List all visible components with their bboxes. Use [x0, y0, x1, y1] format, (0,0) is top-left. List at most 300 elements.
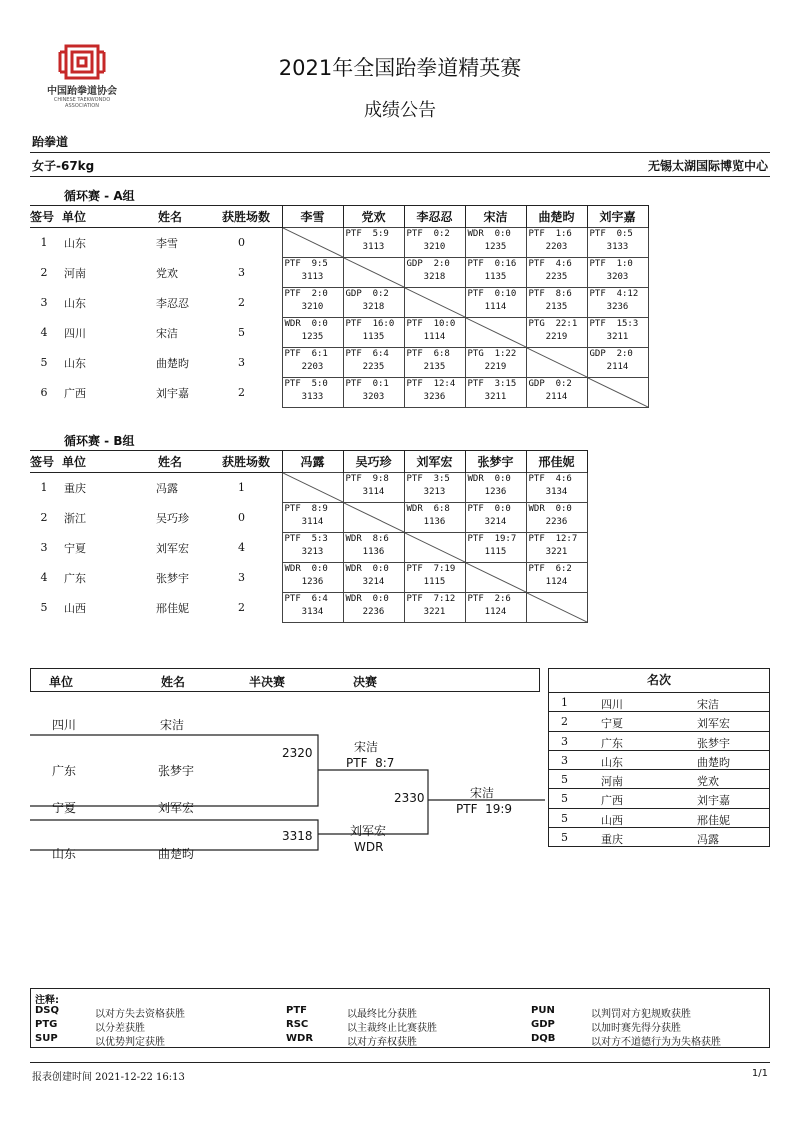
match-result: PTF 6:2 — [528, 564, 572, 574]
note-desc: 以对方失去资格获胜 — [95, 1009, 185, 1020]
bracket-col-semi: 半决赛 — [249, 675, 286, 689]
match-result-cell — [282, 318, 343, 348]
bracket-entrant-name: 刘军宏 — [158, 801, 195, 815]
self-match-cell — [343, 258, 404, 288]
match-result: PTF 4:6 — [528, 259, 572, 269]
rank-unit: 重庆 — [601, 833, 623, 847]
athlete-name: 李忍忍 — [156, 296, 189, 310]
match-result: PTF 0:10 — [467, 289, 517, 299]
col-wins: 获胜场数 — [222, 455, 271, 469]
match-result-cell — [465, 473, 526, 503]
unit-name: 山东 — [64, 236, 86, 250]
match-result-cell — [465, 533, 526, 563]
self-match-cell — [526, 593, 587, 623]
athlete-name: 邢佳妮 — [156, 601, 189, 615]
semi1-bout: 2320 — [282, 746, 313, 760]
header-divider-2 — [30, 176, 770, 177]
bout-number: 1135 — [362, 332, 385, 342]
bout-number: 1235 — [301, 332, 324, 342]
match-result-cell — [343, 348, 404, 378]
note-desc: 以加时赛先得分获胜 — [591, 1023, 681, 1034]
bracket-entrant-unit: 四川 — [52, 718, 77, 732]
athlete-name: 吴巧珍 — [156, 511, 189, 525]
bout-number: 1115 — [484, 547, 507, 557]
match-result-cell — [587, 258, 648, 288]
self-match-cell — [526, 348, 587, 378]
wins-count: 3 — [238, 266, 245, 279]
rank-athlete: 刘军宏 — [697, 717, 730, 731]
bout-number: 3221 — [545, 547, 568, 557]
match-result-cell — [526, 228, 587, 258]
group-a-table — [30, 205, 649, 408]
seed-number: 4 — [40, 326, 48, 339]
match-result: PTF 1:6 — [528, 229, 572, 239]
match-result: PTF 0:0 — [467, 504, 511, 514]
match-result: WDR 8:6 — [345, 534, 389, 544]
ranking-row — [549, 828, 769, 847]
match-result: GDP 0:2 — [345, 289, 389, 299]
match-result: PTF 4:12 — [589, 289, 639, 299]
ranking-row — [549, 770, 769, 789]
rank-number: 3 — [561, 753, 568, 767]
diagonal-slash — [588, 378, 648, 407]
match-result: WDR 0:0 — [467, 474, 511, 484]
bout-number: 3113 — [301, 272, 324, 282]
unit-name: 山东 — [64, 296, 86, 310]
match-result-cell — [465, 258, 526, 288]
bout-number: 3221 — [423, 607, 446, 617]
match-result-cell — [282, 563, 343, 593]
final-result: PTF 19:9 — [456, 802, 513, 816]
final-bout: 2330 — [394, 791, 425, 805]
unit-name: 重庆 — [64, 481, 86, 495]
rank-athlete: 刘宇嘉 — [697, 794, 730, 808]
note-desc: 以优势判定获胜 — [95, 1037, 165, 1048]
bracket-entrant-name: 张梦宇 — [158, 764, 195, 778]
match-result: PTF 0:5 — [589, 229, 633, 239]
bout-number: 2135 — [545, 302, 568, 312]
logo-text: 中国跆拳道协会 — [47, 86, 117, 97]
rank-number: 2 — [561, 715, 568, 729]
page-subtitle: 成绩公告 — [364, 100, 436, 121]
match-result: PTF 6:4 — [345, 349, 389, 359]
bout-number: 3211 — [484, 392, 507, 402]
rank-unit: 宁夏 — [601, 717, 623, 731]
col-wins: 获胜场数 — [222, 210, 271, 224]
ranking-table — [548, 668, 770, 847]
match-result: PTF 19:7 — [467, 534, 517, 544]
match-result-cell — [282, 503, 343, 533]
table-row — [30, 258, 648, 288]
bout-number: 3236 — [423, 392, 446, 402]
opponent-header: 刘宇嘉 — [587, 206, 648, 228]
diagonal-slash — [405, 533, 465, 562]
bout-number: 1115 — [423, 577, 446, 587]
match-result: PTG 1:22 — [467, 349, 517, 359]
self-match-cell — [587, 378, 648, 408]
match-result: GDP 2:0 — [406, 259, 450, 269]
bout-number: 3210 — [423, 242, 446, 252]
self-match-cell — [465, 318, 526, 348]
rank-athlete: 冯露 — [697, 833, 719, 847]
seed-number: 5 — [40, 601, 48, 614]
col-seed: 签号 — [30, 455, 55, 469]
wins-count: 1 — [238, 481, 245, 495]
match-result: PTF 16:0 — [345, 319, 395, 329]
match-result-cell — [343, 378, 404, 408]
match-result: PTF 1:0 — [589, 259, 633, 269]
match-result: GDP 2:0 — [589, 349, 633, 359]
match-result: WDR 0:0 — [528, 504, 572, 514]
match-result-cell — [404, 228, 465, 258]
opponent-header: 刘军宏 — [404, 451, 465, 473]
wins-count: 3 — [238, 356, 245, 369]
rank-unit: 山东 — [601, 755, 623, 769]
match-result-cell — [282, 348, 343, 378]
bout-number: 3218 — [423, 272, 446, 282]
diagonal-slash — [344, 503, 404, 532]
match-result-cell — [587, 348, 648, 378]
athlete-name: 张梦宇 — [156, 571, 189, 585]
col-seed: 签号 — [30, 210, 55, 224]
bout-number: 1136 — [423, 517, 446, 527]
seed-number: 4 — [40, 571, 48, 584]
match-result-cell — [282, 288, 343, 318]
match-result-cell — [343, 473, 404, 503]
ranking-title: 名次 — [549, 669, 769, 693]
match-result-cell — [526, 533, 587, 563]
group-a-title: 循环赛 - A组 — [64, 189, 135, 203]
table-row — [30, 533, 587, 563]
bout-number: 1236 — [484, 487, 507, 497]
notes-title: 注释: — [35, 995, 59, 1006]
diagonal-slash — [405, 288, 465, 317]
wins-count: 4 — [238, 541, 245, 554]
diagonal-slash — [527, 348, 587, 377]
match-result: PTF 10:0 — [406, 319, 456, 329]
match-result-cell — [526, 473, 587, 503]
match-result-cell — [404, 318, 465, 348]
bout-number: 1135 — [484, 272, 507, 282]
ranking-row — [549, 712, 769, 731]
rank-athlete: 邢佳妮 — [697, 813, 730, 827]
athlete-name: 曲楚昀 — [156, 356, 189, 370]
unit-name: 广西 — [64, 386, 86, 400]
bout-number: 1114 — [484, 302, 507, 312]
match-result-cell — [282, 593, 343, 623]
bout-number: 2235 — [545, 272, 568, 282]
opponent-header: 党欢 — [343, 206, 404, 228]
rank-athlete: 党欢 — [697, 775, 719, 789]
table-row — [30, 593, 587, 623]
match-result: PTF 15:3 — [589, 319, 639, 329]
match-result-cell — [343, 318, 404, 348]
seed-number: 6 — [40, 386, 48, 399]
match-result: PTF 8:6 — [528, 289, 572, 299]
self-match-cell — [465, 563, 526, 593]
rank-unit: 河南 — [601, 775, 623, 789]
note-code: RSC — [286, 1019, 309, 1030]
seed-number: 3 — [40, 541, 48, 554]
ranking-row — [549, 789, 769, 808]
bracket-entrant-name: 曲楚昀 — [158, 847, 195, 861]
bout-number: 3133 — [301, 392, 324, 402]
wins-count: 2 — [238, 296, 245, 309]
unit-name: 浙江 — [64, 511, 86, 525]
match-result-cell — [404, 503, 465, 533]
match-result-cell — [343, 563, 404, 593]
match-result-cell — [526, 503, 587, 533]
page-number: 1/1 — [751, 1068, 768, 1079]
match-result: PTF 0:2 — [406, 229, 450, 239]
bout-number: 2114 — [606, 362, 629, 372]
unit-name: 山东 — [64, 356, 86, 370]
header-divider — [30, 152, 770, 153]
athlete-name: 冯露 — [156, 481, 178, 495]
table-row — [30, 503, 587, 533]
note-code: PUN — [531, 1005, 555, 1016]
bracket-entrant-unit: 山东 — [52, 847, 77, 861]
wins-count: 2 — [238, 601, 245, 614]
athlete-name: 刘军宏 — [156, 541, 189, 555]
ranking-row — [549, 809, 769, 828]
match-result-cell — [526, 563, 587, 593]
semi1-result: PTF 8:7 — [346, 756, 395, 770]
self-match-cell — [404, 533, 465, 563]
table-row — [30, 228, 648, 258]
match-result-cell — [587, 318, 648, 348]
bout-number: 3210 — [301, 302, 324, 312]
match-result-cell — [465, 348, 526, 378]
diagonal-slash — [283, 473, 343, 502]
note-code: DQB — [531, 1033, 556, 1044]
match-result-cell — [404, 258, 465, 288]
opponent-header: 李雪 — [282, 206, 343, 228]
bout-number: 2219 — [545, 332, 568, 342]
match-result-cell — [404, 593, 465, 623]
note-code: SUP — [35, 1033, 58, 1044]
note-desc: 以最终比分获胜 — [347, 1009, 417, 1020]
match-result: PTF 6:4 — [284, 594, 328, 604]
rank-unit: 广西 — [601, 794, 623, 808]
match-result: PTF 3:5 — [406, 474, 450, 484]
rank-unit: 山西 — [601, 813, 623, 827]
ranking-row — [549, 751, 769, 770]
match-result: WDR 0:0 — [284, 564, 328, 574]
bout-number: 1124 — [545, 577, 568, 587]
match-result: PTF 8:9 — [284, 504, 328, 514]
match-result: PTG 22:1 — [528, 319, 578, 329]
match-result-cell — [465, 378, 526, 408]
match-result: WDR 0:0 — [284, 319, 328, 329]
match-result: PTF 5:0 — [284, 379, 328, 389]
match-result-cell — [404, 563, 465, 593]
match-result-cell — [404, 378, 465, 408]
match-result-cell — [404, 348, 465, 378]
seed-number: 1 — [40, 236, 48, 250]
col-name: 姓名 — [158, 210, 183, 224]
bout-number: 2203 — [301, 362, 324, 372]
bracket-col-name: 姓名 — [161, 675, 186, 689]
opponent-header: 张梦宇 — [465, 451, 526, 473]
footer-divider — [30, 1062, 770, 1063]
bracket-col-final: 决赛 — [353, 675, 378, 689]
bout-number: 3203 — [362, 392, 385, 402]
bout-number: 3203 — [606, 272, 629, 282]
venue: 无锡太湖国际博览中心 — [647, 159, 768, 173]
bout-number: 3114 — [301, 517, 324, 527]
athlete-name: 宋洁 — [156, 326, 178, 340]
bout-number: 3213 — [423, 487, 446, 497]
group-b-table — [30, 450, 588, 623]
bout-number: 1235 — [484, 242, 507, 252]
match-result-cell — [587, 228, 648, 258]
col-name: 姓名 — [158, 455, 183, 469]
unit-name: 广东 — [64, 571, 86, 585]
col-unit: 单位 — [62, 210, 87, 224]
match-result-cell — [282, 258, 343, 288]
note-desc: 以分差获胜 — [95, 1023, 145, 1034]
rank-number: 3 — [561, 734, 568, 748]
rank-number: 5 — [561, 831, 568, 845]
rank-number: 5 — [561, 811, 568, 825]
bracket-entrant-name: 宋洁 — [160, 718, 185, 732]
bout-number: 2203 — [545, 242, 568, 252]
bout-number: 3214 — [362, 577, 385, 587]
rank-athlete: 张梦宇 — [697, 736, 730, 750]
rank-athlete: 曲楚昀 — [697, 755, 730, 769]
match-result-cell — [465, 503, 526, 533]
bout-number: 3133 — [606, 242, 629, 252]
wins-count: 0 — [238, 511, 245, 524]
match-result-cell — [282, 378, 343, 408]
note-desc: 以主裁终止比赛获胜 — [347, 1023, 437, 1034]
seed-number: 1 — [40, 481, 48, 495]
rank-athlete: 宋洁 — [697, 698, 719, 711]
match-result: PTF 9:5 — [284, 259, 328, 269]
final-winner: 宋洁 — [470, 786, 495, 800]
match-result: PTF 3:15 — [467, 379, 517, 389]
opponent-header: 邢佳妮 — [526, 451, 587, 473]
table-row — [30, 288, 648, 318]
rank-number: 1 — [561, 696, 568, 709]
rank-unit: 广东 — [601, 736, 623, 750]
semi2-result: WDR — [354, 840, 384, 854]
note-code: PTG — [35, 1019, 58, 1030]
diagonal-slash — [344, 258, 404, 287]
table-row — [30, 563, 587, 593]
rank-number: 5 — [561, 792, 568, 806]
bout-number: 1124 — [484, 607, 507, 617]
weight-category: 女子-67kg — [32, 159, 95, 173]
match-result-cell — [343, 593, 404, 623]
table-row — [30, 378, 648, 408]
match-result-cell — [587, 288, 648, 318]
match-result: PTF 0:1 — [345, 379, 389, 389]
semi2-bout: 3318 — [282, 829, 313, 843]
bracket-col-unit: 单位 — [49, 675, 74, 689]
match-result-cell — [526, 318, 587, 348]
opponent-header: 冯露 — [282, 451, 343, 473]
bout-number: 3236 — [606, 302, 629, 312]
wins-count: 2 — [238, 386, 245, 399]
seed-number: 2 — [40, 266, 48, 279]
table-row — [30, 348, 648, 378]
bracket-header — [30, 668, 540, 692]
bout-number: 2236 — [545, 517, 568, 527]
ranking-row — [549, 693, 769, 712]
table-row — [30, 318, 648, 348]
diagonal-slash — [283, 228, 343, 257]
match-result: PTF 7:19 — [406, 564, 456, 574]
col-unit: 单位 — [62, 455, 87, 469]
match-result-cell — [526, 258, 587, 288]
match-result: PTF 6:1 — [284, 349, 328, 359]
bout-number: 3113 — [362, 242, 385, 252]
bout-number: 3214 — [484, 517, 507, 527]
note-desc: 以对方弃权获胜 — [347, 1037, 417, 1048]
bout-number: 2219 — [484, 362, 507, 372]
athlete-name: 刘宇嘉 — [156, 386, 189, 400]
match-result: PTF 2:6 — [467, 594, 511, 604]
semi1-winner: 宋洁 — [354, 740, 379, 754]
match-result-cell — [343, 533, 404, 563]
self-match-cell — [282, 473, 343, 503]
wins-count: 0 — [238, 236, 245, 250]
athlete-name: 李雪 — [156, 236, 178, 250]
self-match-cell — [404, 288, 465, 318]
self-match-cell — [282, 228, 343, 258]
rank-unit: 四川 — [601, 698, 623, 711]
wins-count: 3 — [238, 571, 245, 584]
seed-number: 2 — [40, 511, 48, 524]
match-result-cell — [465, 593, 526, 623]
opponent-header: 李忍忍 — [404, 206, 465, 228]
match-result-cell — [343, 228, 404, 258]
match-result-cell — [404, 473, 465, 503]
match-result: PTF 12:7 — [528, 534, 578, 544]
match-result: PTF 7:12 — [406, 594, 456, 604]
bout-number: 1114 — [423, 332, 446, 342]
bout-number: 2135 — [423, 362, 446, 372]
rank-number: 5 — [561, 773, 568, 787]
group-b-title: 循环赛 - B组 — [64, 434, 135, 448]
note-code: DSQ — [35, 1005, 60, 1016]
athlete-name: 党欢 — [156, 266, 178, 280]
match-result-cell — [343, 288, 404, 318]
match-result: WDR 6:8 — [406, 504, 450, 514]
self-match-cell — [343, 503, 404, 533]
page-title: 2021年全国跆拳道精英赛 — [278, 56, 522, 80]
match-result: PTF 2:0 — [284, 289, 328, 299]
bout-number: 2114 — [545, 392, 568, 402]
opponent-header: 宋洁 — [465, 206, 526, 228]
match-result-cell — [465, 288, 526, 318]
match-result: PTF 9:8 — [345, 474, 389, 484]
wins-count: 5 — [238, 326, 245, 339]
bout-number: 2235 — [362, 362, 385, 372]
match-result: PTF 4:6 — [528, 474, 572, 484]
match-result: PTF 5:3 — [284, 534, 328, 544]
unit-name: 河南 — [64, 266, 86, 280]
match-result: WDR 0:0 — [467, 229, 511, 239]
unit-name: 四川 — [64, 326, 86, 340]
diagonal-slash — [466, 318, 526, 347]
unit-name: 山西 — [64, 601, 86, 615]
note-desc: 以对方不道德行为为失格获胜 — [591, 1037, 721, 1048]
note-code: PTF — [286, 1005, 307, 1016]
diagonal-slash — [527, 593, 587, 622]
